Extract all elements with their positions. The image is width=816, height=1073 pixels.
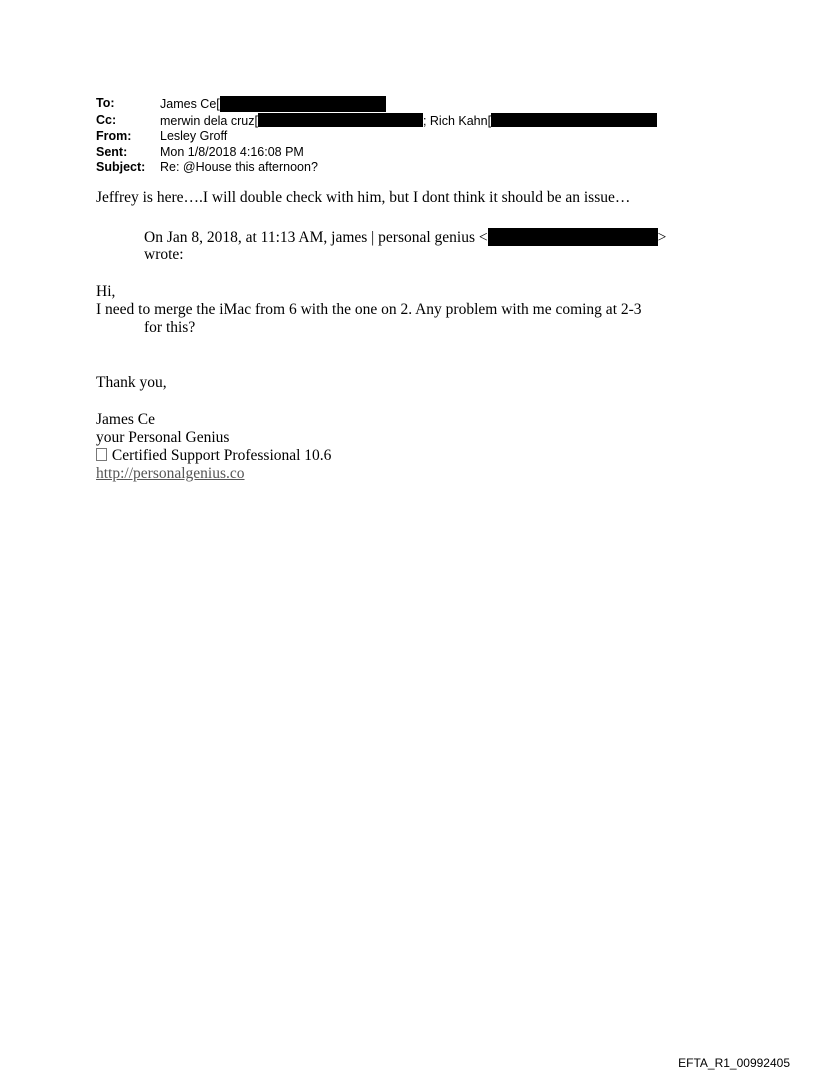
to-name: James Ce[ [160, 97, 220, 111]
greeting: Hi, [96, 283, 116, 300]
cc-label: Cc: [96, 112, 117, 127]
redaction-bar [258, 113, 423, 127]
email-header [96, 96, 657, 176]
cert-text: Certified Support Professional 10.6 [108, 447, 332, 464]
cc-value [160, 113, 657, 130]
subject-value: Re: @House this afternoon? [160, 160, 318, 175]
document-id: EFTA_R1_00992405 [678, 1056, 790, 1070]
subject-label: Subject: [96, 160, 146, 175]
quote-wrote: wrote: [144, 246, 184, 263]
quote-intro-close: > [657, 229, 667, 246]
to-label: To: [96, 96, 115, 110]
cc-row [96, 113, 657, 130]
signature-cert [96, 447, 331, 466]
redaction-bar [220, 96, 386, 112]
signature-link[interactable]: http://personalgenius.co [96, 465, 245, 482]
signature-name: James Ce [96, 411, 155, 428]
redaction-bar [491, 113, 657, 127]
to-value [160, 96, 386, 113]
sent-label: Sent: [96, 144, 128, 159]
from-value: Lesley Groff [160, 129, 228, 144]
reply-text: Jeffrey is here….I will double check with him, but I dont think it should be an issue… [96, 189, 631, 206]
sent-value: Mon 1/8/2018 4:16:08 PM [160, 144, 304, 159]
request-line-1: I need to merge the iMac from 6 with the one on 2. Any problem with me coming at 2-3 [96, 301, 642, 318]
cc-name-1: merwin dela cruz[ [160, 113, 258, 128]
missing-glyph-icon [96, 448, 107, 461]
cc-separator: ; Rich Kahn[ [422, 113, 492, 128]
sent-row [96, 145, 657, 161]
redaction-bar [488, 228, 658, 246]
thanks: Thank you, [96, 374, 167, 391]
subject-row [96, 160, 657, 176]
signature-title: your Personal Genius [96, 429, 230, 446]
quote-intro-text: On Jan 8, 2018, at 11:13 AM, james | personal genius < [144, 229, 488, 246]
from-row [96, 129, 657, 145]
to-row [96, 96, 657, 113]
from-label: From: [96, 129, 132, 144]
request-line-2: for this? [144, 319, 196, 336]
quote-intro [144, 228, 666, 248]
